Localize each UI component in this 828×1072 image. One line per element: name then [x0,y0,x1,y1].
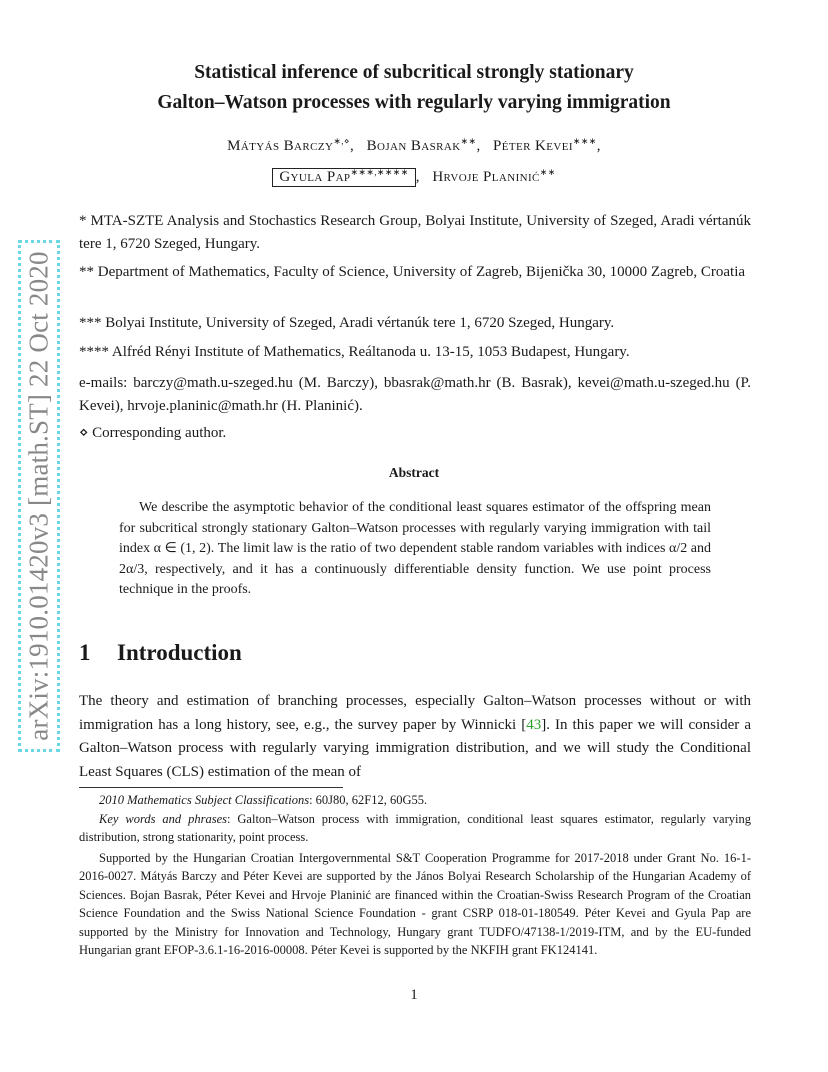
footnote-rule [79,787,343,788]
section-heading [79,640,242,666]
keywords-label: Key words and phrases [99,811,227,826]
affiliation-4: **** Alfréd Rényi Institute of Mathematics, Reáltanoda u. 13-15, 1053 Budapest, Hungary. [79,344,630,360]
arxiv-stamp [18,240,60,752]
author-list: Mátyás Barczy∗,⋄, Bojan Basrak∗∗, Péter Kevei∗∗∗, Gyula Pap∗∗∗,∗∗∗∗ , Hrvoje Planinić∗∗ [227,136,601,185]
arxiv-identifier: arXiv:1910.01420v3 [math.ST] 22 Oct 2020 [23,251,54,741]
intro-text: The theory and estimation of branching processes, especially Galton–Watson processes without or with immigration has a long history, see, e.g., the survey paper by Winnicki [ [79,693,751,733]
page-number: 1 [410,987,418,1003]
author-mark: ∗,⋄ [333,136,350,146]
citation-link[interactable]: 43 [526,716,542,733]
msc-footnote [79,791,751,810]
intro-text-continued: ]. In this paper we will consider a Galton–Watson process with regularly varying immigration distribution, and we will study the Conditional Least Squares (CLS) estimation of the mean of [79,716,751,780]
author-name: Bojan Basrak [366,138,461,154]
abstract-heading: Abstract [388,465,440,480]
author-name: Hrvoje Planinić [432,169,540,185]
author-name: Mátyás Barczy [227,138,334,154]
author-name: Péter Kevei [493,138,573,154]
msc-label: 2010 Mathematics Subject Classifications [99,793,310,807]
title-line-1: Statistical inference of subcritical strongly stationary [194,62,634,83]
footnotes [79,791,751,960]
author-mark: ∗∗ [539,167,556,177]
author-mark: ∗∗∗ [572,136,597,146]
title-line-2: Galton–Watson processes with regularly varying immigration [157,92,671,113]
author-mark: ∗∗ [460,136,477,146]
keywords-value: : Galton–Watson process with immigration, conditional least squares estimator, regularly varying distribution, strong stationarity, point process. [79,811,751,844]
abstract-text: We describe the asymptotic behavior of the conditional least squares estimator of the offspring mean for subcritical strongly stationary Galton–Watson processes with regularly varying immigration with tail index α ∈ (1, 2). The limit law is the ratio of two dependent stable random variables with indices α/2 and 2α/3, respectively, and it has a continuously differentiable density function. We use point process technique in the proofs. [119,500,711,597]
corresponding-author-note: ⋄ Corresponding author. [79,425,227,441]
affiliation-3: *** Bolyai Institute, University of Szeged, Aradi vértanúk tere 1, 6720 Szeged, Hungary. [79,315,615,331]
affiliation-2: ** Department of Mathematics, Faculty of Science, University of Zagreb, Bijenička 30, 10000 Zagreb, Croatia [79,264,746,280]
msc-value: : 60J80, 62F12, 60G55. [309,793,428,807]
emails: e-mails: barczy@math.u-szeged.hu (M. Barczy), bbasrak@math.hr (B. Basrak), kevei@math.u-szeged.hu (P. Kevei), hrvoje.planinic@math.hr (H. Planinić). [79,375,751,414]
funding-footnote: Supported by the Hungarian Croatian Intergovernmental S&T Cooperation Programme for 2017-2018 under Grant No. 16-1-2016-0027. Mátyás Barczy and Péter Kevei are supported by the János Bolyai Research Scholarship of the Hungarian Academy of Sciences. Bojan Basrak, Péter Kevei and Hrvoje Planinić are financed within the Croatian-Swiss Research Program of the Croatian Science Foundation and the Swiss National Science Foundation - grant CSRP 018-01-180549. Péter Kevei and Gyula Pap are supported by the Ministry for Innovation and Technology, Hungary grant TUDFO/47138-1/2019-ITM, and by the EU-funded Hungarian grant EFOP-3.6.1-16-2016-00008. Péter Kevei is supported by the NKFIH grant FK124141. [79,850,751,957]
section-title: Introduction [117,640,242,665]
author-mark: ∗∗∗,∗∗∗∗ [350,167,409,177]
intro-paragraph [79,690,751,784]
section-number: 1 [79,640,91,665]
boxed-author [272,168,415,187]
keywords-footnote [79,810,751,847]
author-name: Gyula Pap [279,169,351,185]
affiliation-1: * MTA-SZTE Analysis and Stochastics Research Group, Bolyai Institute, University of Szeged, Aradi vértanúk tere 1, 6720 Szeged, Hungary. [79,213,751,252]
paper-title [0,58,828,118]
